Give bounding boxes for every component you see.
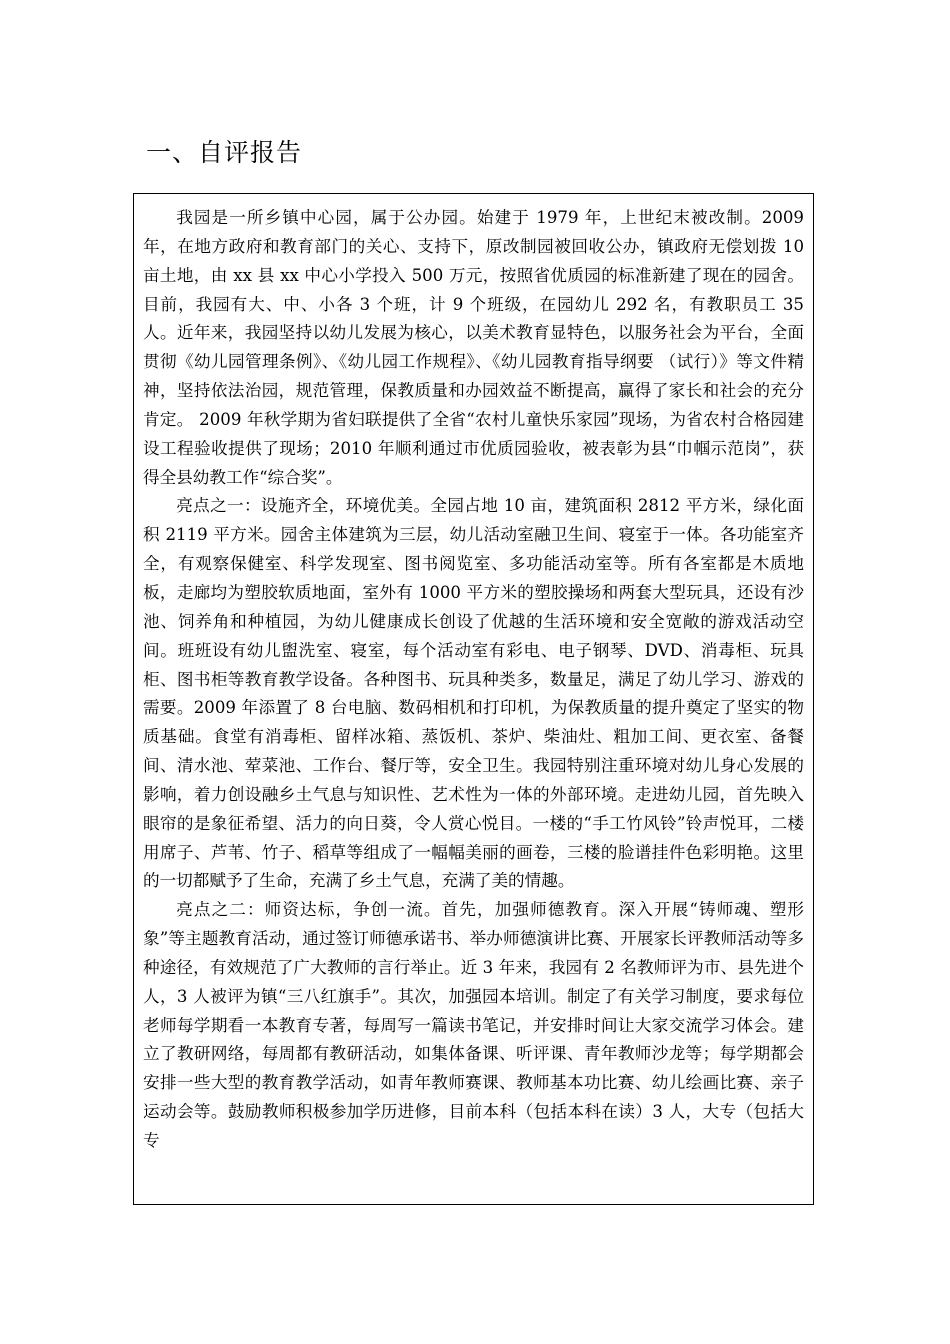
paragraph-highlight-2: 亮点之二：师资达标，争创一流。首先，加强师德教育。深入开展“铸师魂、塑形象”等主题教育活动，通过签订师德承诺书、举办师德演讲比赛、开展家长评教师活动等多种途径，有效规范了广大教师的言行举止。近 3 年来，我园有 2 名教师评为市、县先进个人，3 人被评为镇“三八红旗手”。其次，加强园本培训。制定了有关学习制度，要求每位老师每学期看一本教育专著，每周写一篇读书笔记，并安排时间让大家交流学习体会。建立了教研网络，每周都有教研活动，如集体备课、听评课、青年教师沙龙等；每学期都会安排一些大型的教育教学活动，如青年教师赛课、教师基本功比赛、幼儿绘画比赛、亲子运动会等。鼓励教师积极参加学历进修，目前本科（包括本科在读）3 人，大专（包括大专 bbox=[143, 900, 804, 1150]
report-body bbox=[143, 204, 804, 1156]
paragraph-highlight-1: 亮点之一：设施齐全，环境优美。全园占地 10 亩，建筑面积 2812 平方米，绿化面积 2119 平方米。园舍主体建筑为三层，幼儿活动室融卫生间、寝室于一体。各功能室齐全，有观察保健室、科学发现室、图书阅览室、多功能活动室等。所有各室都是木质地板，走廊均为塑胶软质地面，室外有 1000 平方米的塑胶操场和两套大型玩具，还设有沙池、饲养角和种植园，为幼儿健康成长创设了优越的生活环境和安全宽敞的游戏活动空间。班班设有幼儿盥洗室、寝室，每个活动室有彩电、电子钢琴、DVD、消毒柜、玩具柜、图书柜等教育教学设备。各种图书、玩具种类多，数量足，满足了幼儿学习、游戏的需要。2009 年添置了 8 台电脑、数码相机和打印机，为保教质量的提升奠定了坚实的物质基础。食堂有消毒柜、留样冰箱、蒸饭机、茶炉、柴油灶、粗加工间、更衣室、备餐间、清水池、荤菜池、工作台、餐厅等，安全卫生。我园特别注重环境对幼儿身心发展的影响，着力创设融乡土气息与知识性、艺术性为一体的外部环境。走进幼儿园，首先映入眼帘的是象征希望、活力的向日葵，令人赏心悦目。一楼的“手工竹风铃”铃声悦耳，二楼用席子、芦苇、竹子、稻草等组成了一幅幅美丽的画卷，三楼的脸谱挂件色彩明艳。这里的一切都赋予了生命，充满了乡土气息，充满了美的情趣。 bbox=[143, 496, 804, 891]
report-box bbox=[133, 193, 814, 1205]
page-title: 一、自评报告 bbox=[146, 138, 303, 167]
paragraph-intro: 我园是一所乡镇中心园，属于公办园。始建于 1979 年，上世纪末被改制。2009 年，在地方政府和教育部门的关心、支持下，原改制园被回收公办，镇政府无偿划拨 10 亩土地，由 xx 县 xx 中心小学投入 500 万元，按照省优质园的标准新建了现在的园舍。目前，我园有大、中、小各 3 个班，计 9 个班级，在园幼儿 292 名，有教职员工 35 人。近年来，我园坚持以幼儿发展为核心，以美术教育显特色，以服务社会为平台，全面贯彻《幼儿园管理条例》、《幼儿园工作规程》、《幼儿园教育指导纲要 （试行）》等文件精神，坚持依法治园，规范管理，保教质量和办园效益不断提高，赢得了家长和社会的充分肯定。 2009 年秋学期为省妇联提供了全省“农村儿童快乐家园”现场，为省农村合格园建设工程验收提供了现场；2010 年顺利通过市优质园验收，被表彰为县“巾帼示范岗”，获得全县幼教工作“综合奖”。 bbox=[143, 208, 804, 487]
